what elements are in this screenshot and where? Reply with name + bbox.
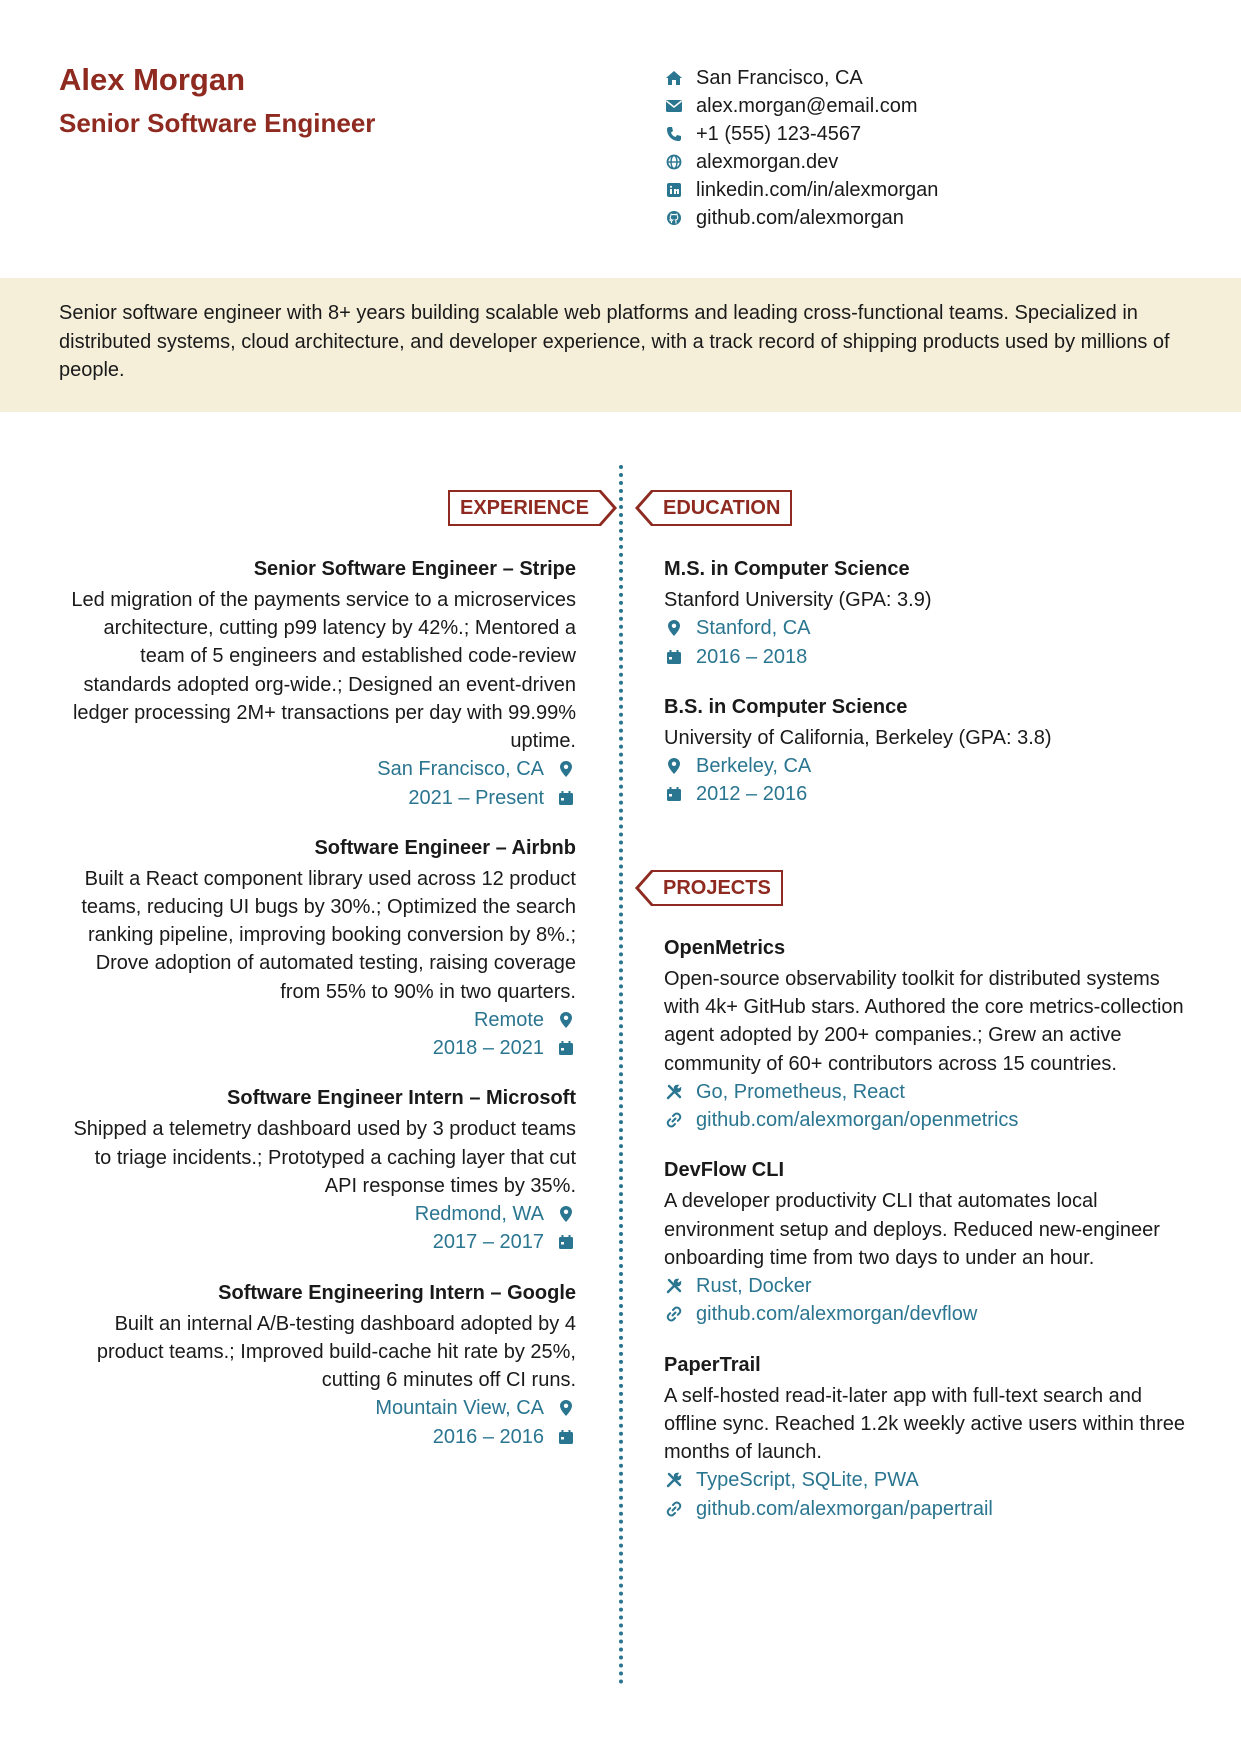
job-title: Software Engineering Intern – Google — [218, 1281, 576, 1304]
email-icon — [664, 96, 684, 116]
job-dates-text: 2021 – Present — [408, 786, 544, 809]
projects-section-heading — [651, 870, 783, 906]
job-dates-text: 2017 – 2017 — [432, 1231, 544, 1254]
contact-location-text: San Francisco, CA — [696, 66, 863, 89]
candidate-name: Alex Morgan — [59, 62, 246, 97]
candidate-role: Senior Software Engineer — [59, 108, 376, 138]
education-heading-label: EDUCATION — [663, 497, 781, 519]
contact-location — [664, 64, 938, 92]
job-description: Shipped a telemetry dashboard used by 3 product teams to triage incidents.; Prototyped a caching layer that cut API response times by 35%. — [73, 1118, 576, 1197]
job-title: Senior Software Engineer – Stripe — [253, 558, 576, 580]
map-pin-icon — [556, 1010, 576, 1030]
experience-item — [59, 834, 576, 1063]
job-dates-text: 2018 – 2021 — [432, 1037, 544, 1060]
school-location-text: Stanford, CA — [696, 617, 811, 640]
summary-banner — [0, 278, 1241, 412]
contact-phone-text[interactable]: +1 (555) 123-4567 — [696, 122, 862, 145]
job-description: Built an internal A/B-testing dashboard adopted by 4 product teams.; Improved build-cache hit rate by 25%, cutting 6 minutes off CI runs. — [96, 1312, 576, 1392]
project-tech — [664, 1466, 1194, 1494]
job-location — [59, 1200, 576, 1228]
tools-icon — [664, 1470, 684, 1490]
project-name: OpenMetrics — [664, 937, 786, 959]
school-location — [664, 752, 1194, 780]
degree-title: M.S. in Computer Science — [664, 558, 910, 580]
contact-github[interactable] — [664, 204, 938, 232]
job-dates — [59, 1228, 576, 1256]
job-title: Software Engineer Intern – Microsoft — [227, 1087, 576, 1110]
contact-list — [664, 64, 938, 232]
map-pin-icon — [556, 759, 576, 779]
link-icon — [664, 1304, 684, 1324]
degree-title: B.S. in Computer Science — [664, 695, 908, 718]
link-icon — [664, 1110, 684, 1130]
map-pin-icon — [664, 618, 684, 638]
project-link[interactable] — [664, 1106, 1194, 1134]
projects-heading-label: PROJECTS — [663, 877, 771, 899]
project-tech — [664, 1272, 1194, 1300]
contact-github-text[interactable]: github.com/alexmorgan — [696, 206, 904, 229]
experience-section-heading — [448, 490, 601, 526]
contact-linkedin[interactable] — [664, 176, 938, 204]
job-location — [59, 1394, 576, 1422]
contact-email-text[interactable]: alex.morgan@email.com — [696, 94, 918, 117]
education-item — [664, 555, 1194, 671]
resume-header — [0, 0, 1241, 278]
job-description: Built a React component library used across 12 product teams, reducing UI bugs by 30%.; Optimized the search ranking pipeline, improving booking conversion by 8%.; Drove adoption of automated testing, raising coverage from 55% to 90% in two quarters. — [81, 867, 576, 1003]
school-name: University of California, Berkeley (GPA: 3.8) — [664, 726, 1052, 749]
calendar-icon — [556, 788, 576, 808]
school-dates — [664, 643, 1194, 671]
tools-icon — [664, 1276, 684, 1296]
map-pin-icon — [664, 756, 684, 776]
map-pin-icon — [556, 1204, 576, 1224]
contact-website-text[interactable]: alexmorgan.dev — [696, 150, 839, 173]
project-link-text[interactable]: github.com/alexmorgan/openmetrics — [696, 1109, 1019, 1132]
job-location-text: Redmond, WA — [414, 1203, 544, 1226]
project-item — [664, 1156, 1194, 1328]
job-dates — [59, 1034, 576, 1062]
project-name: PaperTrail — [664, 1353, 761, 1376]
project-link[interactable] — [664, 1300, 1194, 1328]
calendar-icon — [556, 1232, 576, 1252]
project-description: A developer productivity CLI that automates local environment setup and deploys. Reduced new-engineer onboarding time from two days to under an hour. — [664, 1190, 1160, 1269]
calendar-icon — [556, 1038, 576, 1058]
contact-email[interactable] — [664, 92, 938, 120]
school-dates-text: 2016 – 2018 — [696, 645, 808, 668]
experience-heading-label: EXPERIENCE — [460, 497, 589, 519]
link-icon — [664, 1499, 684, 1519]
project-tech-text: Go, Prometheus, React — [696, 1080, 905, 1103]
experience-item — [59, 1279, 576, 1451]
project-link-text[interactable]: github.com/alexmorgan/devflow — [696, 1303, 978, 1326]
school-name: Stanford University (GPA: 3.9) — [664, 589, 932, 611]
job-location-text: Remote — [473, 1008, 544, 1031]
globe-icon — [664, 152, 684, 172]
project-tech-text: Rust, Docker — [696, 1275, 812, 1298]
summary-text: Senior software engineer with 8+ years building scalable web platforms and leading cross-functional teams. Specialized in distributed systems, cloud architecture, and developer experience, with a track record of shipping products used by millions of people. — [59, 302, 1170, 381]
education-list — [664, 555, 1194, 831]
projects-list — [664, 934, 1194, 1545]
job-location — [59, 755, 576, 783]
project-tech-text: TypeScript, SQLite, PWA — [696, 1469, 919, 1492]
calendar-icon — [664, 784, 684, 804]
project-tech — [664, 1078, 1194, 1106]
project-item — [664, 934, 1194, 1134]
job-description: Led migration of the payments service to a microservices architecture, cutting p99 latency by 42%.; Mentored a team of 5 engineers and established code-review standards adopted org-wide.; Designed an event-driven ledger processing 2M+ transactions per day with 99.99% uptime. — [71, 589, 576, 753]
education-item — [664, 693, 1194, 809]
job-location-text: Mountain View, CA — [375, 1397, 544, 1420]
job-title: Software Engineer – Airbnb — [314, 836, 576, 859]
job-location-text: San Francisco, CA — [377, 758, 544, 781]
contact-linkedin-text[interactable]: linkedin.com/in/alexmorgan — [696, 178, 939, 201]
school-dates — [664, 780, 1194, 808]
calendar-icon — [556, 1427, 576, 1447]
school-dates-text: 2012 – 2016 — [696, 783, 808, 806]
job-dates — [59, 784, 576, 812]
column-divider — [619, 465, 623, 1685]
project-name: DevFlow CLI — [664, 1159, 785, 1182]
experience-item — [59, 555, 576, 812]
map-pin-icon — [556, 1398, 576, 1418]
linkedin-icon — [664, 180, 684, 200]
project-link[interactable] — [664, 1495, 1194, 1523]
contact-phone[interactable] — [664, 120, 938, 148]
school-location-text: Berkeley, CA — [696, 755, 812, 777]
home-icon — [664, 68, 684, 88]
job-location — [59, 1006, 576, 1034]
project-description: Open-source observability toolkit for distributed systems with 4k+ GitHub stars. Authored the core metrics-collection agent adopted by 200+ companies.; Grew an active community of 60+ contributors across 15 countries. — [664, 968, 1184, 1075]
school-location — [664, 614, 1194, 642]
education-section-heading — [651, 490, 792, 526]
phone-icon — [664, 124, 684, 144]
job-dates-text: 2016 – 2016 — [432, 1425, 544, 1448]
tools-icon — [664, 1082, 684, 1102]
project-description: A self-hosted read-it-later app with full-text search and offline sync. Reached 1.2k weekly active users within three months of launch. — [664, 1384, 1186, 1464]
experience-item — [59, 1084, 576, 1256]
project-link-text[interactable]: github.com/alexmorgan/papertrail — [696, 1497, 993, 1520]
github-icon — [664, 208, 684, 228]
experience-list — [59, 555, 576, 1473]
project-item — [664, 1351, 1194, 1523]
calendar-icon — [664, 647, 684, 667]
job-dates — [59, 1423, 576, 1451]
contact-website[interactable] — [664, 148, 938, 176]
